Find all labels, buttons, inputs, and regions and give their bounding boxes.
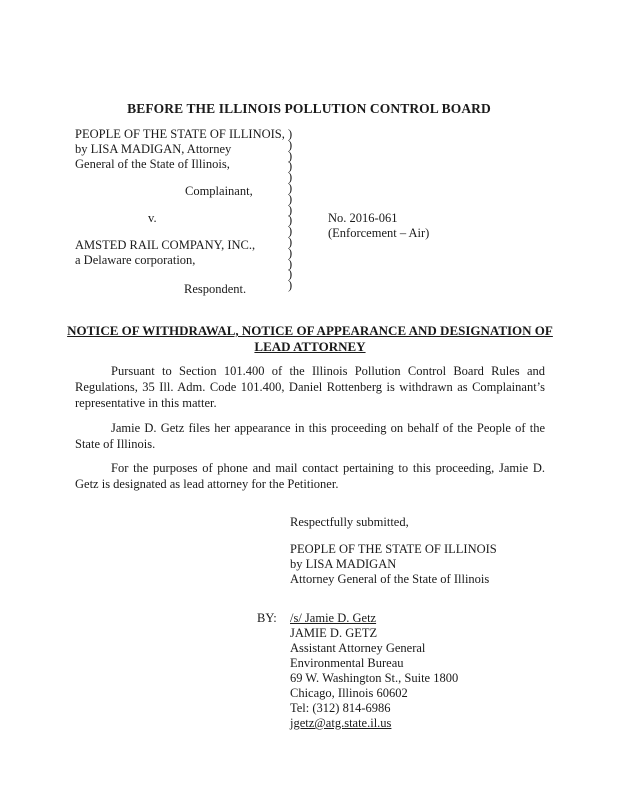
by-label: BY: [257, 611, 277, 625]
party-line-1: PEOPLE OF THE STATE OF ILLINOIS [290, 542, 497, 556]
party-line-2: by LISA MADIGAN [290, 557, 397, 571]
paren: ) [288, 191, 293, 206]
defendant-role: Respondent. [184, 282, 247, 296]
paren: ) [288, 245, 293, 260]
paragraph-text: For the purposes of phone and mail contact pertaining to this proceeding, Jamie D. Getz is designated as lead attorney for the Petitioner. [75, 461, 545, 491]
versus: v. [148, 211, 157, 225]
paren: ) [288, 278, 293, 293]
caption-divider [288, 129, 292, 291]
electronic-signature: /s/ Jamie D. Getz [290, 611, 377, 625]
paren: ) [288, 159, 293, 174]
paren: ) [288, 202, 293, 217]
defendant-line-1: AMSTED RAIL COMPANY, INC., [75, 238, 256, 252]
attorney-title: Assistant Attorney General [290, 641, 426, 655]
paragraph-appearance [75, 420, 545, 452]
plaintiff-line-3: General of the State of Illinois, [75, 157, 230, 171]
paragraph-withdrawal [75, 363, 545, 411]
closing: Respectfully submitted, [290, 515, 409, 529]
plaintiff-line-2: by LISA MADIGAN, Attorney [75, 142, 232, 156]
paren: ) [288, 180, 293, 195]
case-number: No. 2016-061 [328, 211, 398, 225]
notice-title: NOTICE OF WITHDRAWAL, NOTICE OF APPEARANCE AND DESIGNATION OF LEAD ATTORNEY [67, 323, 553, 354]
paren: ) [288, 213, 293, 228]
paren: ) [288, 234, 293, 249]
plaintiff-role: Complainant, [185, 184, 253, 198]
bureau: Environmental Bureau [290, 656, 404, 670]
board-heading: BEFORE THE ILLINOIS POLLUTION CONTROL BOARD [127, 101, 491, 116]
paren: ) [288, 256, 293, 271]
plaintiff-line-1: PEOPLE OF THE STATE OF ILLINOIS, [75, 127, 285, 141]
paren: ) [288, 170, 293, 185]
paragraph-text: Jamie D. Getz files her appearance in this proceeding on behalf of the People of the State of Illinois. [75, 421, 545, 451]
case-type: (Enforcement – Air) [328, 226, 430, 240]
defendant-line-2: a Delaware corporation, [75, 253, 196, 267]
address-line-2: Chicago, Illinois 60602 [290, 686, 408, 700]
party-line-3: Attorney General of the State of Illinois [290, 572, 490, 586]
paragraph-designation [75, 460, 545, 492]
email-link[interactable]: jgetz@atg.state.il.us [290, 716, 392, 730]
paren: ) [288, 267, 293, 282]
paren: ) [288, 137, 293, 152]
attorney-name: JAMIE D. GETZ [290, 626, 378, 640]
phone: Tel: (312) 814-6986 [290, 701, 391, 715]
paren: ) [288, 224, 293, 239]
paragraph-text: Pursuant to Section 101.400 of the Illinois Pollution Control Board Rules and Regulations, 35 Ill. Adm. Code 101.400, Daniel Rottenberg is withdrawn as Complainant’s representative in this matter. [75, 364, 545, 410]
paren: ) [288, 127, 293, 141]
address-line-1: 69 W. Washington St., Suite 1800 [290, 671, 459, 685]
paren: ) [288, 148, 293, 163]
